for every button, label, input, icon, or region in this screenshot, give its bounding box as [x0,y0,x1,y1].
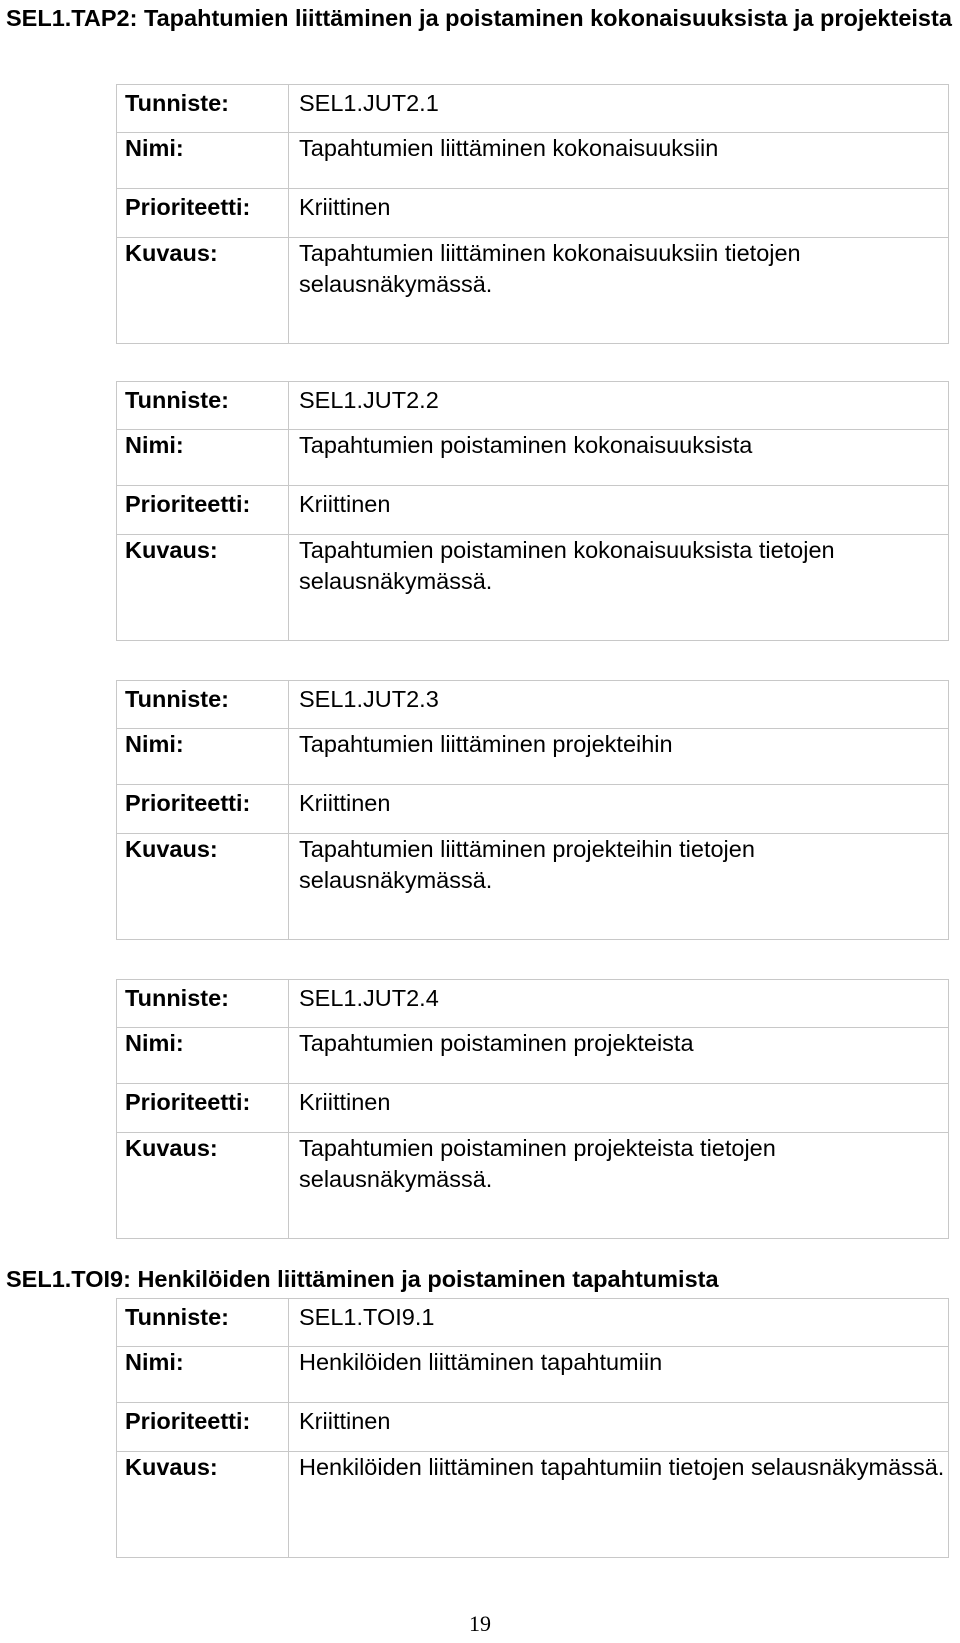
priority-label: Prioriteetti: [117,189,289,238]
requirement-description: Tapahtumien liittäminen kokonaisuuksiin tietojen selausnäkymässä. [289,238,949,344]
priority-label: Prioriteetti: [117,785,289,834]
requirement-table [116,1298,949,1558]
requirement-priority: Kriittinen [289,1084,949,1133]
requirement-table [116,381,949,641]
requirement-table [116,680,949,940]
requirement-priority: Kriittinen [289,785,949,834]
requirement-name: Tapahtumien poistaminen kokonaisuuksista [289,430,949,486]
name-label: Nimi: [117,729,289,785]
section-heading: SEL1.TAP2: Tapahtumien liittäminen ja poistaminen kokonaisuuksista ja projekteista [6,5,952,31]
section-heading: SEL1.TOI9: Henkilöiden liittäminen ja poistaminen tapahtumista [6,1266,719,1292]
requirement-table [116,84,949,344]
requirement-table [116,979,949,1239]
requirement-name: Tapahtumien poistaminen projekteista [289,1028,949,1084]
requirement-description: Tapahtumien poistaminen projekteista tietojen selausnäkymässä. [289,1133,949,1239]
requirement-name: Tapahtumien liittäminen projekteihin [289,729,949,785]
page-number: 19 [469,1611,491,1636]
requirement-priority: Kriittinen [289,1403,949,1452]
name-label: Nimi: [117,133,289,189]
requirement-id: SEL1.JUT2.3 [289,681,949,729]
requirement-id: SEL1.TOI9.1 [289,1299,949,1347]
name-label: Nimi: [117,1347,289,1403]
description-label: Kuvaus: [117,238,289,344]
requirement-description: Henkilöiden liittäminen tapahtumiin tietojen selausnäkymässä. [289,1452,949,1558]
id-label: Tunniste: [117,85,289,133]
priority-label: Prioriteetti: [117,1084,289,1133]
id-label: Tunniste: [117,1299,289,1347]
requirement-name: Henkilöiden liittäminen tapahtumiin [289,1347,949,1403]
name-label: Nimi: [117,1028,289,1084]
priority-label: Prioriteetti: [117,1403,289,1452]
requirement-description: Tapahtumien liittäminen projekteihin tietojen selausnäkymässä. [289,834,949,940]
id-label: Tunniste: [117,382,289,430]
id-label: Tunniste: [117,681,289,729]
requirement-priority: Kriittinen [289,486,949,535]
requirement-id: SEL1.JUT2.1 [289,85,949,133]
description-label: Kuvaus: [117,1133,289,1239]
priority-label: Prioriteetti: [117,486,289,535]
requirement-priority: Kriittinen [289,189,949,238]
requirement-description: Tapahtumien poistaminen kokonaisuuksista tietojen selausnäkymässä. [289,535,949,641]
requirement-id: SEL1.JUT2.2 [289,382,949,430]
name-label: Nimi: [117,430,289,486]
requirement-id: SEL1.JUT2.4 [289,980,949,1028]
requirement-name: Tapahtumien liittäminen kokonaisuuksiin [289,133,949,189]
description-label: Kuvaus: [117,535,289,641]
description-label: Kuvaus: [117,1452,289,1558]
id-label: Tunniste: [117,980,289,1028]
description-label: Kuvaus: [117,834,289,940]
